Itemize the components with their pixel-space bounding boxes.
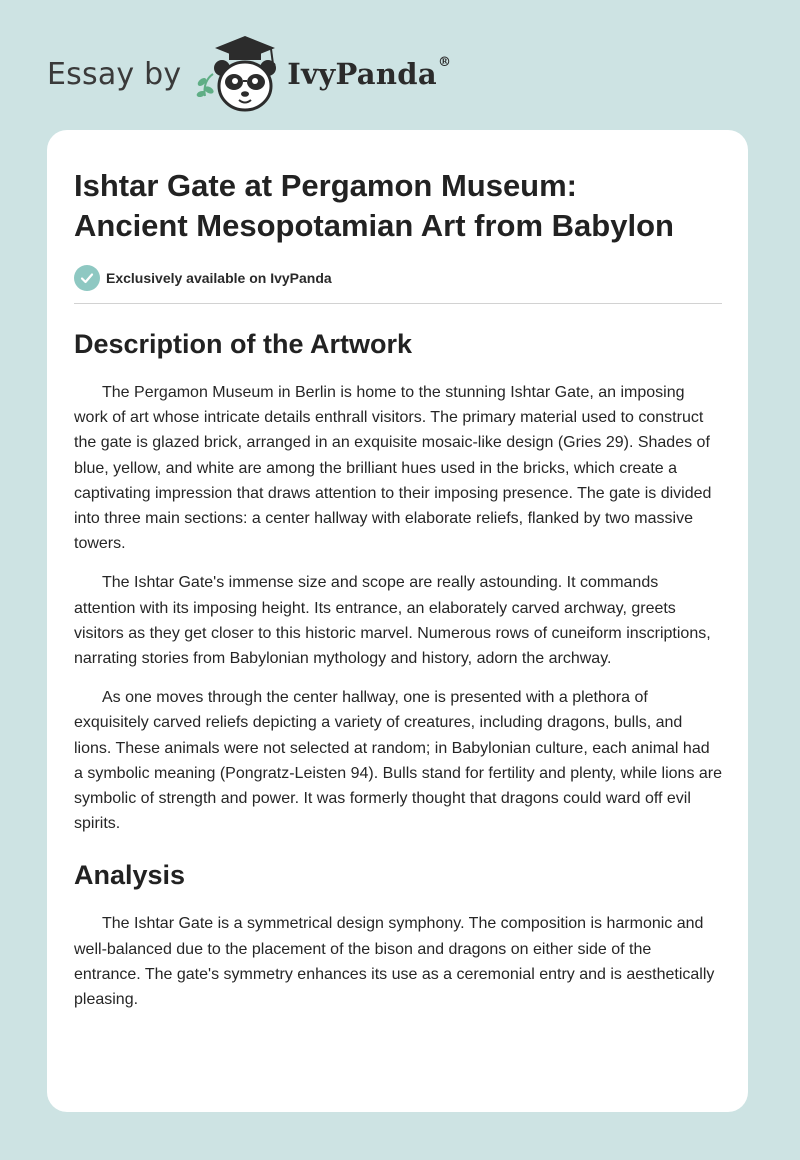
panda-graduate-logo-icon[interactable] (193, 34, 283, 114)
registered-mark: ® (437, 55, 452, 70)
essay-card (47, 130, 748, 1112)
essay-by-label: Essay by (47, 56, 182, 92)
section-heading-analysis: Analysis (74, 860, 186, 891)
paragraph: The Ishtar Gate's immense size and scope are really astounding. It commands attention with its imposing height. Its entrance, an elaborately carved archway, greets visitors as they get closer to this historic marvel. Numerous rows of cuneiform inscriptions, narrating stories from Babylonian mythology and history, adorn the archway. (74, 574, 711, 668)
essay-title (74, 166, 722, 246)
section-heading-description: Description of the Artwork (74, 329, 413, 359)
site-header (47, 34, 451, 114)
brand-name[interactable]: IvyPanda® (287, 55, 452, 91)
essay-title-line-1: Ishtar Gate at Pergamon Museum: (74, 168, 578, 203)
paragraph: The Ishtar Gate is a symmetrical design symphony. The composition is harmonic and well-balanced due to the placement of the bison and dragons on either side of the entrance. The gate's symmetry enhances its use as a ceremonial entry and is aesthetically pleasing. (74, 915, 715, 1009)
paragraph: The Pergamon Museum in Berlin is home to the stunning Ishtar Gate, an imposing work of art whose intricate details enthrall visitors. The primary material used to construct the gate is glazed brick, arranged in an exquisite mosaic-like design (Gries 29). Shades of blue, yellow, and white are among the brilliant hues used in the bricks, which create a captivating impression that draws attention to their imposing presence. The gate is divided into three main sections: a center hallway with elaborate reliefs, flanked by two massive towers. (74, 384, 712, 553)
exclusive-badge-label: Exclusively available on IvyPanda (106, 270, 332, 286)
check-circle-icon (74, 265, 100, 291)
exclusive-badge (74, 265, 722, 304)
essay-title-line-2: Ancient Mesopotamian Art from Babylon (74, 208, 674, 243)
paragraph: As one moves through the center hallway, one is presented with a plethora of exquisitely carved reliefs depicting a variety of creatures, including dragons, bulls, and lions. These animals were not selected at random; in Babylonian culture, each animal had a symbolic meaning (Pongratz-Leisten 94). Bulls stand for fertility and plenty, while lions are symbolic of strength and power. It was formerly thought that dragons could ward off evil spirits. (74, 689, 723, 833)
